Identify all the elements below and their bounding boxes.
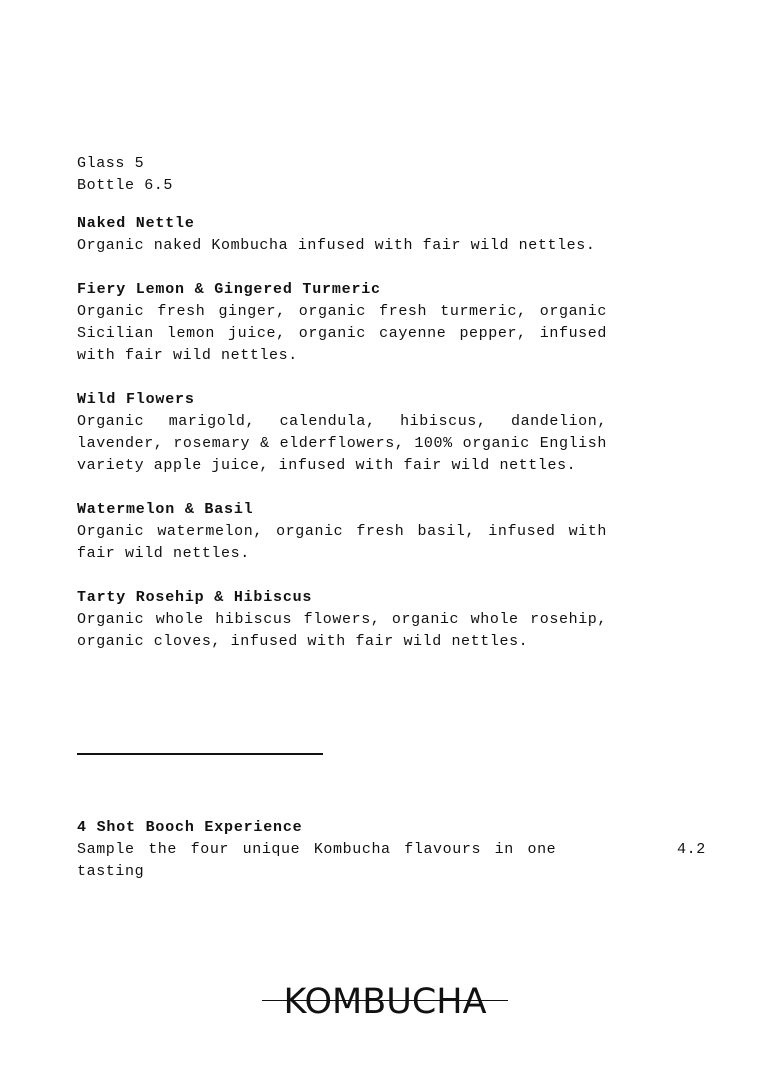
experience-description: Sample the four unique Kombucha flavours in one tasting xyxy=(77,841,557,880)
menu-section xyxy=(77,153,607,653)
flavour-description: Organic watermelon, organic fresh basil, infused with fair wild nettles. xyxy=(77,523,607,562)
logo-text: KOMBUCHA xyxy=(283,982,487,1022)
flavour-description: Organic marigold, calendula, hibiscus, dandelion, lavender, rosemary & elderflowers, 100% organic English variety apple juice, infused with fair wild nettles. xyxy=(77,413,607,474)
flavour-name: Wild Flowers xyxy=(77,391,195,408)
flavour-description: Organic naked Kombucha infused with fair wild nettles. xyxy=(77,237,596,254)
flavour-item xyxy=(77,213,607,257)
experience-name: 4 Shot Booch Experience xyxy=(77,819,303,836)
experience-item xyxy=(77,817,607,883)
flavour-name: Naked Nettle xyxy=(77,215,195,232)
flavour-name: Watermelon & Basil xyxy=(77,501,254,518)
flavour-item xyxy=(77,389,607,477)
kombucha-logo xyxy=(262,980,508,1024)
bottle-price: Bottle 6.5 xyxy=(77,177,174,194)
glass-price: Glass 5 xyxy=(77,155,145,172)
flavour-description: Organic whole hibiscus flowers, organic whole rosehip, organic cloves, infused with fair wild nettles. xyxy=(77,611,607,650)
flavour-item xyxy=(77,279,607,367)
flavour-name: Tarty Rosehip & Hibiscus xyxy=(77,589,313,606)
section-divider xyxy=(77,753,323,755)
flavour-item xyxy=(77,587,607,653)
flavour-name: Fiery Lemon & Gingered Turmeric xyxy=(77,281,381,298)
flavour-description: Organic fresh ginger, organic fresh turmeric, organic Sicilian lemon juice, organic cayenne pepper, infused with fair wild nettles. xyxy=(77,303,607,364)
logo-strike-line xyxy=(262,1000,508,1001)
flavour-item xyxy=(77,499,607,565)
experience-price: 4.2 xyxy=(677,841,706,858)
